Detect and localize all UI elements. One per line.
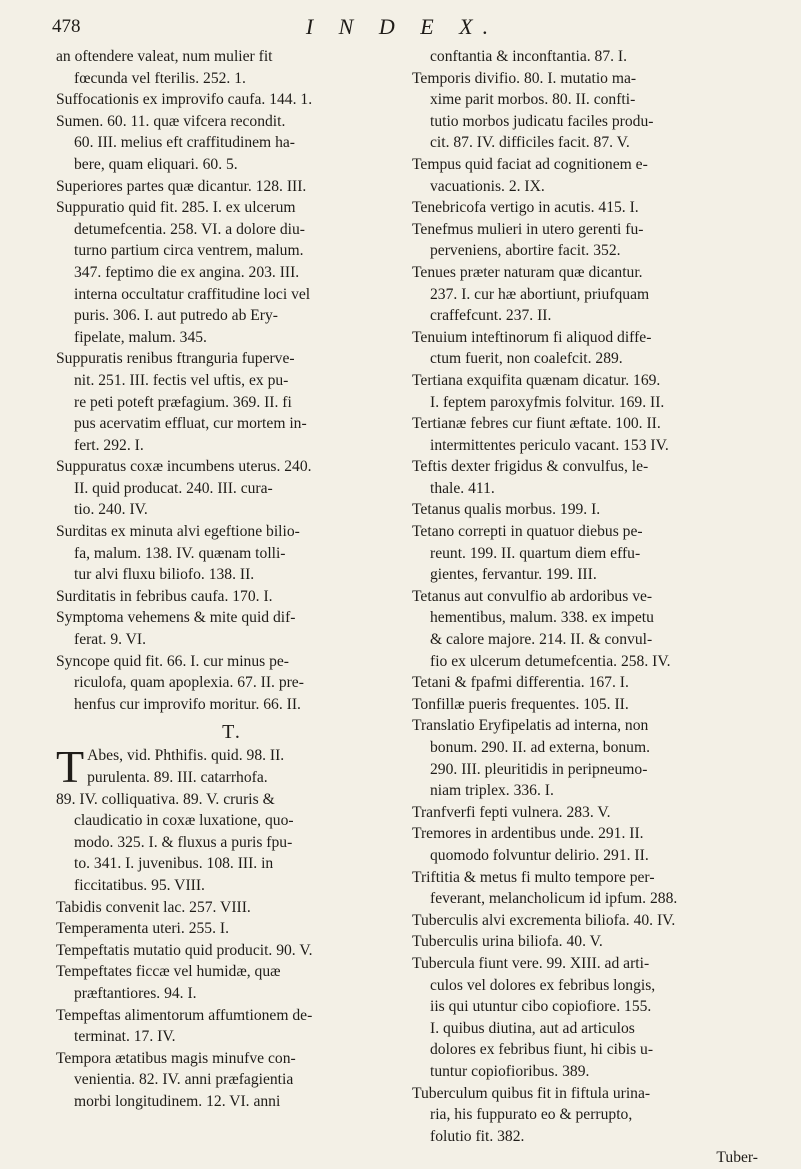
index-line: fœcunda vel fterilis. 252. 1. <box>74 69 246 87</box>
index-line: tuntur copiofioribus. 389. <box>430 1062 590 1080</box>
index-line: re peti poteft præfagium. 369. II. fi <box>74 393 292 411</box>
index-line: fert. 292. I. <box>74 436 144 454</box>
index-line: riculofa, quam apoplexia. 67. II. pre- <box>74 674 304 692</box>
index-line: 347. feptimo die ex angina. 203. III. <box>74 263 300 281</box>
index-line: Translatio Eryfipelatis ad interna, non <box>412 717 649 735</box>
index-line: turno partium circa ventrem, malum. <box>74 242 304 260</box>
index-line: terminat. 17. IV. <box>74 1028 176 1046</box>
index-line: interna occultatur craffitudine loci vel <box>74 285 311 303</box>
entry-line: Abes, vid. Phthifis. quid. 98. II. <box>87 747 285 765</box>
index-line: gientes, fervantur. 199. III. <box>430 566 597 584</box>
index-line: vacuationis. 2. IX. <box>430 177 545 195</box>
index-line: tur alvi fluxu biliofo. 138. II. <box>74 566 255 584</box>
index-line: Tetani & fpafmi differentia. 167. I. <box>412 674 629 692</box>
index-line: Sumen. 60. 11. quæ vifcera recondit. <box>56 112 286 130</box>
entry-line: 89. IV. colliquativa. 89. V. cruris & <box>56 790 275 808</box>
index-line: Tempeftatis mutatio quid producit. 90. V. <box>56 941 313 959</box>
index-line: Tempeftas alimentorum affumtionem de- <box>56 1006 313 1024</box>
index-line: morbi longitudinem. 12. VI. anni <box>74 1092 281 1110</box>
index-line: Tenebricofa vertigo in acutis. 415. I. <box>412 199 639 217</box>
index-line: folutio fit. 382. <box>430 1127 525 1145</box>
entry-line: purulenta. 89. III. catarrhofa. <box>87 769 268 786</box>
drop-cap: T <box>56 741 85 793</box>
index-line: perveniens, abortire facit. 352. <box>430 242 621 260</box>
index-line: Tetanus qualis morbus. 199. I. <box>412 501 601 519</box>
index-line: intermittentes periculo vacant. 153 IV. <box>430 436 669 454</box>
index-line: cit. 87. IV. difficiles facit. 87. V. <box>430 134 630 152</box>
index-line: an oftendere valeat, num mulier fit <box>56 48 273 65</box>
index-line: I. feptem paroxyfmis folvitur. 169. II. <box>430 393 665 411</box>
running-head: I N D E X. <box>305 14 499 39</box>
index-line: niam triplex. 336. I. <box>430 782 554 800</box>
index-line: tutio morbos judicatu faciles produ- <box>430 112 654 130</box>
right-column <box>412 46 764 1169</box>
index-line: I. quibus diutina, aut ad articulos <box>430 1019 635 1037</box>
index-line: Tubercula fiunt vere. 99. XIII. ad arti- <box>412 954 650 972</box>
index-line: reunt. 199. II. quartum diem effu- <box>430 544 641 562</box>
index-line: Tenuium inteftinorum fi aliquod diffe- <box>412 328 652 346</box>
index-line: Surditas ex minuta alvi egeftione bilio- <box>56 523 300 541</box>
index-line: venientia. 82. IV. anni præfagientia <box>74 1071 294 1089</box>
index-line: Suppuratus coxæ incumbens uterus. 240. <box>56 458 312 476</box>
right-column-entries <box>412 46 764 1147</box>
index-line: Syncope quid fit. 66. I. cur minus pe- <box>56 652 290 670</box>
index-line: modo. 325. I. & fluxus a puris fpu- <box>74 833 293 851</box>
index-line: hementibus, malum. 338. ex impetu <box>430 609 654 627</box>
section-first-entry <box>56 741 408 810</box>
index-line: & calore majore. 214. II. & convul- <box>430 631 653 649</box>
index-line: henfus cur improvifo moritur. 66. II. <box>74 695 301 713</box>
index-line: puris. 306. I. aut putredo ab Ery- <box>74 307 278 325</box>
left-column <box>56 46 408 1113</box>
index-line: Tertianæ febres cur fiunt æftate. 100. II. <box>412 415 661 433</box>
index-line: ria, his fuppurato eo & perrupto, <box>430 1106 633 1124</box>
index-line: ctum fuerit, non coalefcit. 289. <box>430 350 623 368</box>
index-line: Tempeftates ficcæ vel humidæ, quæ <box>56 963 281 981</box>
index-line: Temporis divifio. 80. I. mutatio ma- <box>412 69 637 87</box>
index-line: Tetanus aut convulfio ab ardoribus ve- <box>412 587 653 605</box>
index-line: ferat. 9. VI. <box>74 631 147 649</box>
index-line: Tetano correpti in quatuor diebus pe- <box>412 523 643 541</box>
index-line: bere, quam eliquari. 60. 5. <box>74 155 238 173</box>
page-header <box>52 12 752 42</box>
index-line: detumefcentia. 258. VI. a dolore diu- <box>74 220 305 238</box>
index-line: dolores ex febribus fiunt, hi cibis u- <box>430 1041 654 1059</box>
left-column-entries-after <box>56 810 408 1112</box>
index-line: Suppuratio quid fit. 285. I. ex ulcerum <box>56 199 296 217</box>
index-line: 60. III. melius eft craffitudinem ha- <box>74 134 295 152</box>
index-line: II. quid producat. 240. III. cura- <box>74 479 273 497</box>
index-line: 290. III. pleuritidis in peripneumo- <box>430 760 648 778</box>
index-line: culos vel dolores ex febribus longis, <box>430 976 656 994</box>
index-line: 237. I. cur hæ abortiunt, priufquam <box>430 285 650 303</box>
index-line: fa, malum. 138. IV. quænam tolli- <box>74 544 286 562</box>
section-letter: T. <box>222 721 242 744</box>
index-line: præftantiores. 94. I. <box>74 984 197 1002</box>
index-line: xime parit morbos. 80. II. confti- <box>430 91 636 109</box>
index-line: Tremores in ardentibus unde. 291. II. <box>412 825 644 843</box>
index-line: Tenues præter naturam quæ dicantur. <box>412 263 643 281</box>
index-line: nit. 251. III. fectis vel uftis, ex pu- <box>74 371 289 389</box>
index-line: Suffocationis ex improvifo caufa. 144. 1. <box>56 91 313 109</box>
index-line: Symptoma vehemens & mite quid dif- <box>56 609 296 627</box>
index-line: feverant, melancholicum id ipfum. 288. <box>430 890 678 908</box>
catchword: Tuber- <box>716 1149 758 1167</box>
index-line: Suppuratis renibus ftranguria fuperve- <box>56 350 295 368</box>
index-line: quomodo folvuntur delirio. 291. II. <box>430 846 649 864</box>
index-line: iis qui utuntur cibo copiofiore. 155. <box>430 998 652 1016</box>
index-line: fipelate, malum. 345. <box>74 328 207 346</box>
index-line: Teftis dexter frigidus & convulfus, le- <box>412 458 649 476</box>
index-line: Tertiana exquifita quænam dicatur. 169. <box>412 371 661 389</box>
index-line: Tabidis convenit lac. 257. VIII. <box>56 898 251 916</box>
index-line: Tuberculis alvi excrementa biliofa. 40. IV. <box>412 911 676 929</box>
index-line: Tenefmus mulieri in utero gerenti fu- <box>412 220 644 238</box>
index-line: claudicatio in coxæ luxatione, quo- <box>74 812 294 830</box>
index-line: conftantia & inconftantia. 87. I. <box>430 48 628 65</box>
index-line: fio ex ulcerum detumefcentia. 258. IV. <box>430 652 671 670</box>
index-line: Triftitia & metus fi multo tempore per- <box>412 868 655 886</box>
page-number: 478 <box>52 16 81 37</box>
index-line: Tempora ætatibus magis minufve con- <box>56 1049 296 1067</box>
index-line: tio. 240. IV. <box>74 501 148 519</box>
index-line: craffefcunt. 237. II. <box>430 307 552 325</box>
index-line: Tonfillæ pueris frequentes. 105. II. <box>412 695 629 713</box>
index-line: thale. 411. <box>430 479 495 497</box>
left-column-entries <box>56 46 408 715</box>
index-line: pus acervatim effluat, cur mortem in- <box>74 415 307 433</box>
index-line: Temperamenta uteri. 255. I. <box>56 920 229 938</box>
index-line: Tranfverfi fepti vulnera. 283. V. <box>412 803 611 821</box>
index-line: Tuberculum quibus fit in fiftula urina- <box>412 1084 651 1102</box>
index-line: bonum. 290. II. ad externa, bonum. <box>430 739 650 756</box>
index-line: Surditatis in febribus caufa. 170. I. <box>56 587 273 605</box>
index-line: to. 341. I. juvenibus. 108. III. in <box>74 855 274 873</box>
index-line: Superiores partes quæ dicantur. 128. III. <box>56 177 307 195</box>
index-line: Tuberculis urina biliofa. 40. V. <box>412 933 603 951</box>
index-line: ficcitatibus. 95. VIII. <box>74 876 205 894</box>
index-line: Tempus quid faciat ad cognitionem e- <box>412 155 648 173</box>
